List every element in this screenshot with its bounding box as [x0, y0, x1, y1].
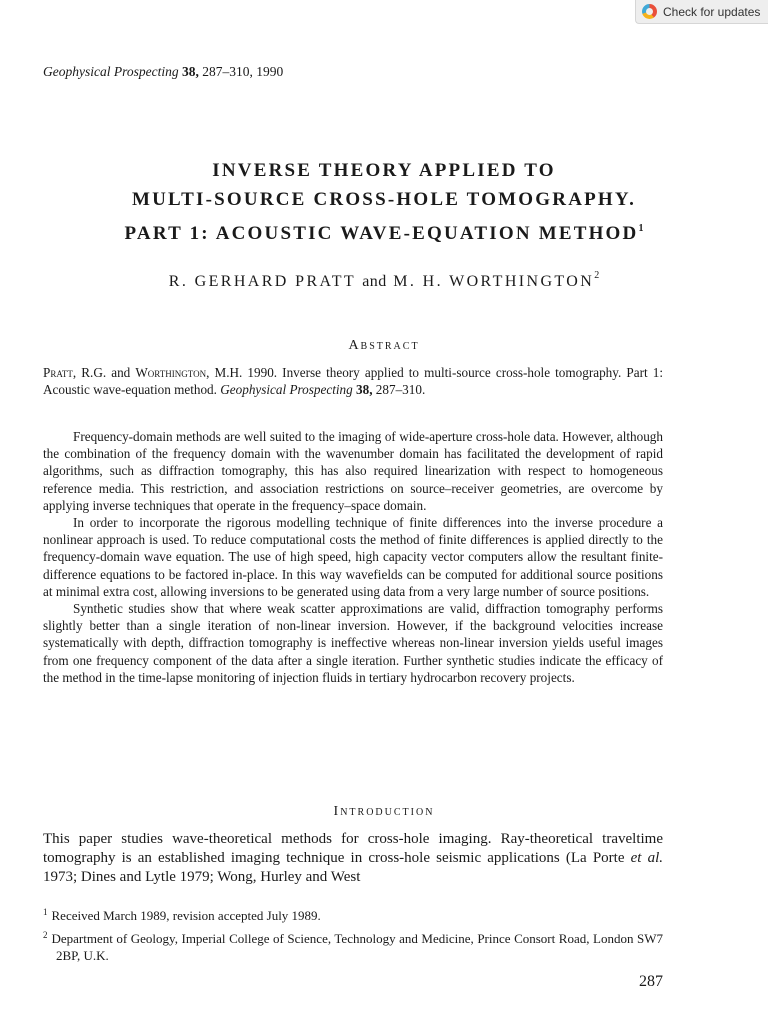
footnotes: [43, 904, 663, 965]
page-number: 287: [639, 973, 663, 990]
check-for-updates-button[interactable]: [635, 0, 768, 24]
author-list: [0, 270, 768, 291]
citation-pages: 287–310.: [372, 382, 426, 398]
footnote-1-mark: 1: [43, 907, 48, 917]
journal-reference: [43, 64, 283, 80]
citation-author-1: Pratt: [43, 365, 73, 380]
abstract-citation: [43, 364, 663, 398]
citation-volume: 38,: [356, 382, 373, 398]
title-line-1: INVERSE THEORY APPLIED TO: [212, 160, 556, 181]
citation-text-2: , M.H. 1990. Inverse theory applied to multi-source cross-hole tomography. Part 1: Acoustic wave-equation method.: [43, 365, 663, 398]
intro-text-1: This paper studies wave-theoretical methods for cross-hole imaging. Ray-theoretical traveltime tomography is an established imaging technique in cross-hole seismic applications (La Porte: [43, 831, 663, 866]
footnote-2-text: Department of Geology, Imperial College of Science, Technology and Medicine, Prince Consort Road, London SW7 2BP, U.K.: [51, 930, 663, 963]
author-footnote-mark: 2: [594, 270, 600, 281]
intro-et-al: et al.: [630, 850, 663, 866]
introduction-body: [43, 830, 663, 887]
abstract-paragraph-1: Frequency-domain methods are well suited to the imaging of wide-aperture cross-hole data. However, although the combination of the frequency domain with the wavenumber domain has facilitated the development of rapid algorithms, such as diffraction tomography, this has also required linearization with respect to homogeneous reference media. This restriction, and association restrictions on source–receiver geometries, are overcome by applying inverse techniques that operate in the frequency–space domain.: [43, 429, 663, 513]
title-line-3-text: PART 1: ACOUSTIC WAVE-EQUATION METHOD: [124, 223, 639, 244]
crossmark-icon: [642, 4, 657, 19]
abstract-body: [43, 428, 663, 686]
footnote-1: [43, 904, 663, 925]
author-1: R. GERHARD PRATT: [168, 273, 356, 290]
citation-journal: Geophysical Prospecting: [220, 382, 353, 398]
citation-author-2: Worthington: [135, 365, 207, 380]
introduction-heading: Introduction: [333, 804, 435, 819]
author-conjunction: and: [362, 273, 387, 290]
footnote-1-text: Received March 1989, revision accepted July 1989.: [51, 908, 321, 923]
title-line-3: [0, 214, 768, 248]
intro-text-2: 1973; Dines and Lytle 1979; Wong, Hurley and West: [43, 869, 361, 885]
abstract-paragraph-2: In order to incorporate the rigorous modelling technique of finite differences into the inverse procedure a nonlinear approach is used. To reduce computational costs the method of finite differences is applied directly to the frequency-domain wave equation. The use of high speed, high capacity vector computers allow the resultant finite-difference equations to be factored in-place. In this way wavefields can be computed for additional source positions at minimal extra cost, allowing inversions to be generated using data from a very large number of source positions.: [43, 515, 663, 599]
footnote-2: [43, 927, 663, 965]
paper-title: [0, 156, 768, 248]
check-for-updates-label: Check for updates: [663, 4, 761, 19]
author-2: M. H. WORTHINGTON: [393, 273, 595, 290]
title-line-2: MULTI-SOURCE CROSS-HOLE TOMOGRAPHY.: [131, 189, 637, 210]
abstract-heading: Abstract: [348, 338, 420, 353]
citation-text-1: , R.G. and: [72, 365, 136, 380]
abstract-paragraph-3: Synthetic studies show that where weak scatter approximations are valid, diffraction tomography performs slightly better than a single iteration of non-linear inversion. However, if the background velocities increase systematically with depth, diffraction tomography is ineffective whereas non-linear inversion yields useful images from one frequency component of the data after a single iteration. Further synthetic studies indicate the efficacy of the method in the time-lapse monitoring of injection fluids in tertiary hydrocarbon recovery projects.: [43, 601, 663, 685]
title-footnote-mark: 1: [638, 223, 644, 234]
journal-pages: 287–310, 1990: [202, 64, 284, 79]
journal-volume: 38,: [181, 64, 199, 79]
journal-name: Geophysical Prospecting: [43, 64, 179, 79]
footnote-2-mark: 2: [43, 929, 48, 940]
